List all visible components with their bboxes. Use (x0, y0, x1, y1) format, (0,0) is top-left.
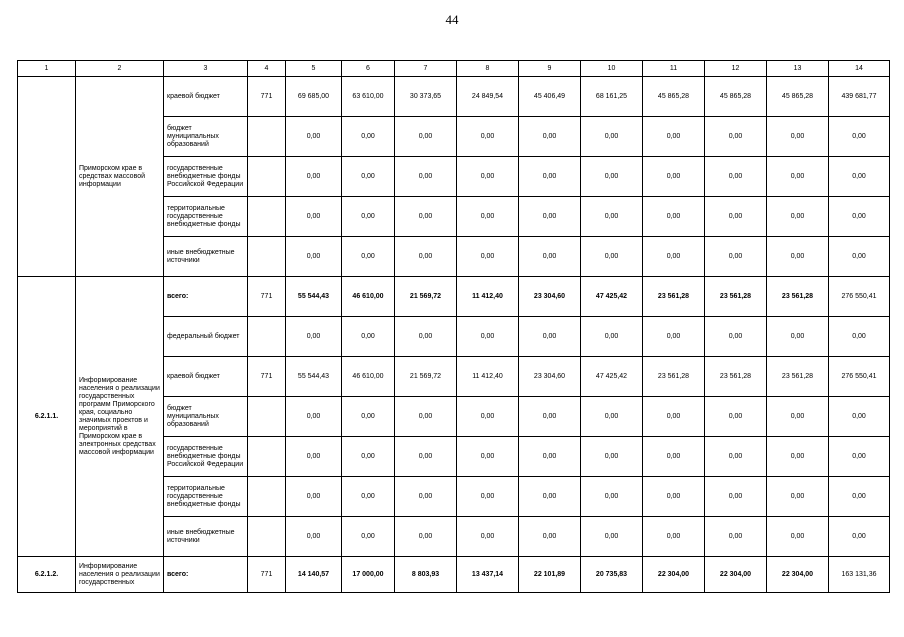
value-cell: 0,00 (643, 317, 705, 357)
value-cell: 23 561,28 (705, 357, 767, 397)
org-code: 771 (248, 77, 286, 117)
header-cell: 13 (767, 61, 829, 77)
value-cell: 0,00 (643, 197, 705, 237)
value-cell: 0,00 (342, 517, 395, 557)
value-cell: 0,00 (395, 117, 457, 157)
value-cell: 0,00 (457, 117, 519, 157)
org-code: 771 (248, 357, 286, 397)
value-cell: 0,00 (342, 157, 395, 197)
value-cell: 45 865,28 (643, 77, 705, 117)
table-row (18, 77, 890, 117)
value-cell: 0,00 (643, 477, 705, 517)
value-cell: 0,00 (395, 397, 457, 437)
value-cell: 23 561,28 (643, 277, 705, 317)
value-cell: 0,00 (829, 317, 890, 357)
value-cell: 0,00 (395, 197, 457, 237)
header-cell: 10 (581, 61, 643, 77)
value-cell: 0,00 (767, 397, 829, 437)
value-cell: 0,00 (286, 397, 342, 437)
table-row (18, 557, 890, 593)
value-cell: 0,00 (767, 157, 829, 197)
value-cell: 55 544,43 (286, 357, 342, 397)
value-cell: 0,00 (457, 317, 519, 357)
funding-source: иные внебюджетные источники (164, 237, 248, 277)
header-cell: 14 (829, 61, 890, 77)
value-cell: 0,00 (705, 437, 767, 477)
value-cell: 0,00 (705, 117, 767, 157)
value-cell: 0,00 (767, 237, 829, 277)
value-cell: 0,00 (519, 157, 581, 197)
value-cell: 0,00 (342, 197, 395, 237)
value-cell: 0,00 (829, 517, 890, 557)
value-cell: 0,00 (705, 477, 767, 517)
activity-name: Информирование населения о реализации государственных (76, 557, 164, 593)
value-cell: 23 561,28 (643, 357, 705, 397)
value-cell: 21 569,72 (395, 357, 457, 397)
value-cell: 20 735,83 (581, 557, 643, 593)
header-cell: 4 (248, 61, 286, 77)
value-cell: 22 304,00 (705, 557, 767, 593)
org-code (248, 437, 286, 477)
value-cell: 163 131,36 (829, 557, 890, 593)
funding-source: территориальные государственные внебюджетные фонды (164, 197, 248, 237)
value-cell: 45 865,28 (705, 77, 767, 117)
value-cell: 0,00 (286, 517, 342, 557)
value-cell: 0,00 (342, 317, 395, 357)
funding-source: государственные внебюджетные фонды Российской Федерации (164, 437, 248, 477)
value-cell: 47 425,42 (581, 277, 643, 317)
org-code (248, 397, 286, 437)
value-cell: 13 437,14 (457, 557, 519, 593)
value-cell: 0,00 (829, 117, 890, 157)
org-code: 771 (248, 557, 286, 593)
value-cell: 0,00 (342, 477, 395, 517)
value-cell: 0,00 (342, 117, 395, 157)
value-cell: 24 849,54 (457, 77, 519, 117)
value-cell: 0,00 (643, 517, 705, 557)
value-cell: 45 406,49 (519, 77, 581, 117)
value-cell: 0,00 (457, 157, 519, 197)
value-cell: 0,00 (767, 197, 829, 237)
value-cell: 0,00 (581, 477, 643, 517)
value-cell: 0,00 (705, 317, 767, 357)
budget-table (17, 60, 890, 593)
value-cell: 276 550,41 (829, 357, 890, 397)
header-cell: 2 (76, 61, 164, 77)
value-cell: 23 304,60 (519, 277, 581, 317)
value-cell: 0,00 (286, 317, 342, 357)
value-cell: 68 161,25 (581, 77, 643, 117)
value-cell: 0,00 (581, 157, 643, 197)
value-cell: 46 610,00 (342, 277, 395, 317)
org-code (248, 197, 286, 237)
value-cell: 0,00 (767, 117, 829, 157)
value-cell: 0,00 (395, 477, 457, 517)
value-cell: 0,00 (581, 197, 643, 237)
row-code (18, 77, 76, 277)
value-cell: 0,00 (342, 237, 395, 277)
value-cell: 0,00 (829, 437, 890, 477)
value-cell: 0,00 (342, 437, 395, 477)
value-cell: 0,00 (395, 237, 457, 277)
value-cell: 0,00 (395, 437, 457, 477)
value-cell: 0,00 (829, 477, 890, 517)
value-cell: 0,00 (581, 397, 643, 437)
value-cell: 0,00 (395, 157, 457, 197)
value-cell: 0,00 (395, 517, 457, 557)
value-cell: 22 304,00 (767, 557, 829, 593)
value-cell: 17 000,00 (342, 557, 395, 593)
value-cell: 46 610,00 (342, 357, 395, 397)
value-cell: 55 544,43 (286, 277, 342, 317)
value-cell: 0,00 (457, 397, 519, 437)
value-cell: 21 569,72 (395, 277, 457, 317)
value-cell: 0,00 (519, 117, 581, 157)
value-cell: 0,00 (519, 437, 581, 477)
value-cell: 45 865,28 (767, 77, 829, 117)
value-cell: 0,00 (581, 117, 643, 157)
header-cell: 3 (164, 61, 248, 77)
value-cell: 0,00 (581, 237, 643, 277)
value-cell: 0,00 (829, 197, 890, 237)
page-number: 44 (445, 12, 459, 27)
value-cell: 0,00 (286, 437, 342, 477)
value-cell: 22 304,00 (643, 557, 705, 593)
value-cell: 30 373,65 (395, 77, 457, 117)
org-code (248, 517, 286, 557)
value-cell: 0,00 (519, 517, 581, 557)
value-cell: 0,00 (829, 237, 890, 277)
activity-name: Информирование населения о реализации государственных программ Приморского края, социально значимых проектов и мероприятий в Приморском крае в электронных средствах массовой информации (76, 277, 164, 557)
value-cell: 0,00 (705, 197, 767, 237)
value-cell: 0,00 (286, 237, 342, 277)
value-cell: 439 681,77 (829, 77, 890, 117)
value-cell: 0,00 (767, 477, 829, 517)
header-cell: 11 (643, 61, 705, 77)
value-cell: 69 685,00 (286, 77, 342, 117)
value-cell: 0,00 (457, 437, 519, 477)
value-cell: 23 561,28 (767, 357, 829, 397)
value-cell: 0,00 (767, 317, 829, 357)
value-cell: 0,00 (519, 237, 581, 277)
org-code (248, 317, 286, 357)
value-cell: 11 412,40 (457, 277, 519, 317)
value-cell: 0,00 (829, 157, 890, 197)
value-cell: 11 412,40 (457, 357, 519, 397)
funding-source: всего: (164, 277, 248, 317)
value-cell: 0,00 (705, 397, 767, 437)
value-cell: 0,00 (643, 117, 705, 157)
header-cell: 1 (18, 61, 76, 77)
value-cell: 8 803,93 (395, 557, 457, 593)
value-cell: 22 101,89 (519, 557, 581, 593)
funding-source: всего: (164, 557, 248, 593)
value-cell: 0,00 (705, 157, 767, 197)
value-cell: 276 550,41 (829, 277, 890, 317)
row-code: 6.2.1.1. (18, 277, 76, 557)
row-code: 6.2.1.2. (18, 557, 76, 593)
org-code (248, 157, 286, 197)
value-cell: 0,00 (457, 517, 519, 557)
org-code (248, 237, 286, 277)
value-cell: 23 561,28 (767, 277, 829, 317)
value-cell: 0,00 (581, 437, 643, 477)
funding-source: краевой бюджет (164, 357, 248, 397)
value-cell: 0,00 (643, 397, 705, 437)
value-cell: 0,00 (395, 317, 457, 357)
value-cell: 0,00 (767, 437, 829, 477)
value-cell: 0,00 (286, 117, 342, 157)
value-cell: 0,00 (457, 477, 519, 517)
funding-source: бюджет муниципальных образований (164, 117, 248, 157)
value-cell: 47 425,42 (581, 357, 643, 397)
org-code: 771 (248, 277, 286, 317)
value-cell: 0,00 (767, 517, 829, 557)
header-cell: 9 (519, 61, 581, 77)
funding-source: территориальные государственные внебюджетные фонды (164, 477, 248, 517)
value-cell: 0,00 (643, 437, 705, 477)
org-code (248, 477, 286, 517)
table-row (18, 277, 890, 317)
value-cell: 14 140,57 (286, 557, 342, 593)
header-cell: 5 (286, 61, 342, 77)
value-cell: 0,00 (519, 197, 581, 237)
value-cell: 0,00 (342, 397, 395, 437)
funding-source: краевой бюджет (164, 77, 248, 117)
header-cell: 6 (342, 61, 395, 77)
value-cell: 0,00 (643, 157, 705, 197)
value-cell: 0,00 (519, 477, 581, 517)
table-header-row (18, 61, 890, 77)
value-cell: 0,00 (519, 397, 581, 437)
value-cell: 0,00 (581, 517, 643, 557)
header-cell: 12 (705, 61, 767, 77)
funding-source: иные внебюджетные источники (164, 517, 248, 557)
value-cell: 63 610,00 (342, 77, 395, 117)
funding-source: федеральный бюджет (164, 317, 248, 357)
value-cell: 0,00 (705, 237, 767, 277)
value-cell: 0,00 (286, 157, 342, 197)
value-cell: 0,00 (643, 237, 705, 277)
activity-name: Приморском крае в средствах массовой информации (76, 77, 164, 277)
value-cell: 0,00 (705, 517, 767, 557)
value-cell: 0,00 (519, 317, 581, 357)
value-cell: 0,00 (457, 237, 519, 277)
value-cell: 23 304,60 (519, 357, 581, 397)
org-code (248, 117, 286, 157)
value-cell: 0,00 (581, 317, 643, 357)
value-cell: 0,00 (286, 197, 342, 237)
header-cell: 8 (457, 61, 519, 77)
value-cell: 0,00 (286, 477, 342, 517)
header-cell: 7 (395, 61, 457, 77)
funding-source: бюджет муниципальных образований (164, 397, 248, 437)
funding-source: государственные внебюджетные фонды Российской Федерации (164, 157, 248, 197)
value-cell: 0,00 (457, 197, 519, 237)
value-cell: 0,00 (829, 397, 890, 437)
value-cell: 23 561,28 (705, 277, 767, 317)
